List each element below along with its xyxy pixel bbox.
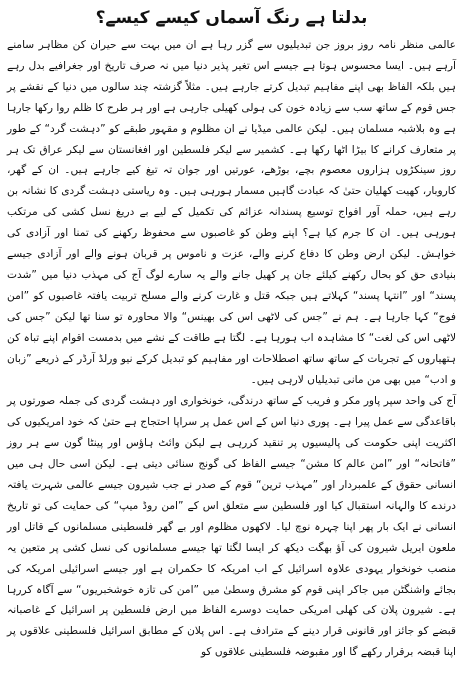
article-paragraph-2: آج کی واحد سپر پاور مکر و فریب کے ساتھ درندگی، خونخواری اور دہشت گردی کی جملہ صورتوں پر باقاعدگی سے عمل پیرا ہے۔ پوری دنیا اس کے اس عمل پر سراپا احتجاج ہے حتیٰ کہ خود امریکیوں کی اکثریت اپنی حکومت کی پالیسیوں پر تنقید کررہی ہے لیکن وائٹ ہاؤس اور پینٹا گون سے ہر روز ”فاتحانہ“ اور ”امن عالم کا مشن“ جیسے الفاظ کی گونج سنائی دیتی ہے۔ لیکن اسی حال ہی میں انسانی حقوق کے علمبردار اور ”مہذب ترین“ قوم کے صدر نے جب شیرون جیسے عالمی شہرت یافتہ درندے کا والہانہ استقبال کیا اور فلسطین سے متعلق اس کے ”امن روڈ میپ“ کی حمایت کی تو تاریخ انسانی نے ایک بار پھر اپنا چہرہ نوچ لیا۔ لاکھوں مظلوم اور بے گھر فلسطینی مسلمانوں کے قاتل اور ملعون ایریل شیرون کی آؤ بھگت دیکھ کر ایسا لگتا تھا جیسے مسلمانوں کی نسل کشی پر متعین یہ منصب خونخوار یہودی علاوہ اسرائیل کے اب امریکہ کا حکمران ہے اور جیسے اسرائیلی امریکہ کی بجائے واشنگٹن میں جاکر اپنی قوم کو مشرق وسطیٰ میں ”امن کی تازہ خوشخبریوں“ سے آگاہ کررہا ہے۔ شیرون پلان کی کھلی امریکی حمایت دوسرے الفاظ میں ارض فلسطین پر اسرائیل کے غاصبانہ قبضے کو جائز اور قانونی قرار دینے کے مترادف ہے۔ اس پلان کے مطابق اسرائیل فلسطینی علاقوں پر اپنا قبضہ برقرار رکھے گا اور مقبوضہ فلسطینی علاقوں کو — [7, 395, 456, 659]
article-title: بدلتا ہے رنگ آسماں کیسے کیسے؟ — [95, 8, 368, 28]
article-body — [7, 35, 456, 663]
article-paragraph-1: عالمی منظر نامہ روز بروز جن تبدیلیوں سے گزر رہا ہے ان میں بہت سے حیران کن مظاہر سامنے آرہے ہیں۔ ایسا محسوس ہوتا ہے جیسے اس تغیر پذیر دنیا میں نہ صرف تاریخ اور جغرافیے بدل رہے ہیں بلکہ الفاظ بھی اپنے مفاہیم تبدیل کرتے جارہے ہیں۔ مثلاً گزشتہ چند سالوں میں دنیا کے نقشے پر جس قوم کے ساتھ سب سے زیادہ خون کی ہولی کھیلی جارہی ہے اور ہر طرح کا ظلم روا رکھا جارہا ہے وہ بلاشبہ مسلمان ہیں۔ لیکن عالمی میڈیا نے ان مظلوم و مقہور طبقے کو ”دہشت گرد“ کے طور پر متعارف کرانے کا بیڑا اٹھا رکھا ہے۔ کشمیر سے لیکر فلسطین اور افغانستان سے لیکر عراق تک ہر روز سینکڑوں ہزاروں معصوم بچے، بوڑھے، عورتیں اور جوان تہ تیغ کیے جارہے ہیں۔ ان کے گھر، کاروبار، کھیت کھلیان حتیٰ کہ عبادت گاہیں مسمار ہورہی ہیں۔ وہ ریاستی دہشت گردی کا نشانہ بن رہے ہیں، حملہ آور افواج توسیع پسندانہ عزائم کی تکمیل کے لیے بے دریغ نسل کشی کی مرتکب ہورہی ہیں۔ ان کا جرم کیا ہے؟ اپنے وطن کو غاصبوں سے محفوظ رکھنے کی تمنا اور آزادی کی خواہش۔ لیکن ارض وطن کا دفاع کرنے والے، عزت و ناموس پر قربان ہونے والے اور آزادی جیسے بنیادی حق کو بحال رکھنے کیلئے جان پر کھیل جانے والے یہ سارے لوگ آج کی مہذب دنیا میں ”شدت پسند“ اور ”انتہا پسند“ کہلاتے ہیں جبکہ قتل و غارت کرنے والے مسلح تربیت یافتہ غاصبوں کو ”امن فوج“ کہا جارہا ہے۔ ہم نے ”جس کی لاٹھی اس کی بھینس“ والا محاورہ تو سنا تھا لیکن ”جس کی لاٹھی اس کی لغت“ کا مشاہدہ اب ہورہا ہے۔ لگتا ہے طاقت کے نشے میں بدمست اقوام اپنے تباہ کن ہتھیاروں کے تجربات کے ساتھ ساتھ اصطلاحات اور مفاہیم کو تبدیل کرکے نیو ورلڈ آرڈر کے ذریعے ”زبان و ادب“ میں بھی من مانی تبدیلیاں لارہی ہیں۔ — [7, 39, 456, 386]
